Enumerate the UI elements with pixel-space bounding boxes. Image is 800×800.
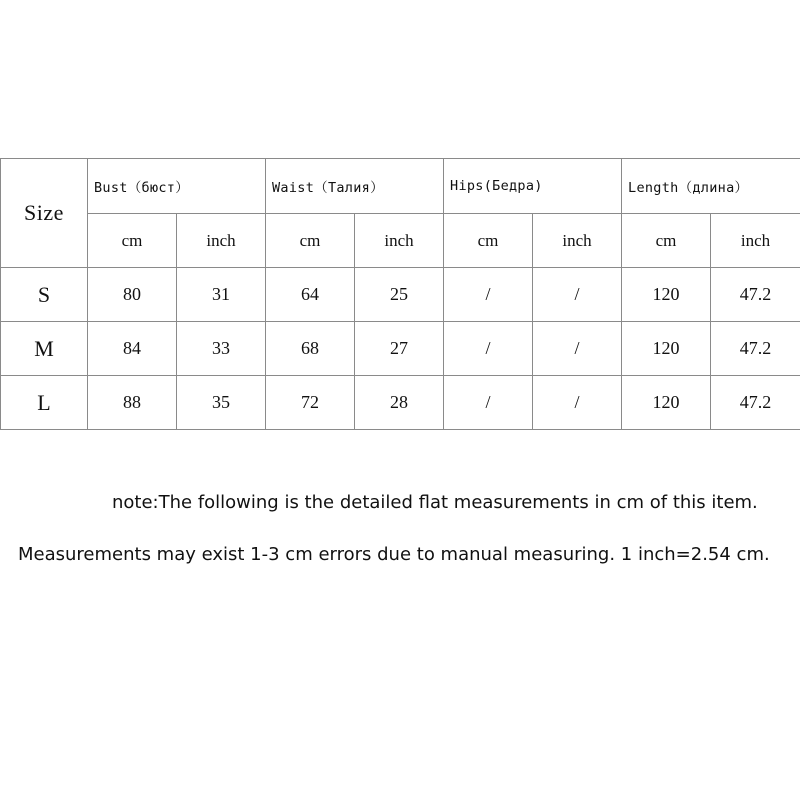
table-cell: 47.2 — [711, 268, 800, 322]
table-row — [1, 322, 800, 376]
table-cell: 120 — [622, 376, 711, 430]
table-cell: / — [444, 376, 533, 430]
table-cell: 25 — [355, 268, 444, 322]
header-row-units — [1, 214, 800, 268]
length-group-header: Length（длина） — [622, 159, 800, 214]
unit-header: cm — [88, 214, 177, 268]
unit-header: inch — [355, 214, 444, 268]
unit-header: inch — [711, 214, 800, 268]
table-cell: 35 — [177, 376, 266, 430]
unit-header: inch — [177, 214, 266, 268]
unit-header: cm — [622, 214, 711, 268]
table-cell: 84 — [88, 322, 177, 376]
bust-group-header: Bust（бюст） — [88, 159, 266, 214]
note-measurement-error: Measurements may exist 1-3 cm errors due to manual measuring. 1 inch=2.54 cm. — [18, 544, 770, 565]
table-cell: 47.2 — [711, 322, 800, 376]
table-cell: 47.2 — [711, 376, 800, 430]
table-cell: / — [533, 376, 622, 430]
note-flat-measurements: note:The following is the detailed flat measurements in cm of this item. — [112, 492, 758, 513]
table-cell: / — [444, 322, 533, 376]
table-cell: 120 — [622, 268, 711, 322]
header-row-groups — [1, 159, 800, 214]
table-cell: 120 — [622, 322, 711, 376]
size-label: M — [1, 322, 88, 376]
table-cell: 80 — [88, 268, 177, 322]
table-cell: 27 — [355, 322, 444, 376]
table-row — [1, 376, 800, 430]
size-label: S — [1, 268, 88, 322]
size-column-header: Size — [1, 159, 88, 268]
table-cell: 68 — [266, 322, 355, 376]
table-cell: 72 — [266, 376, 355, 430]
size-label: L — [1, 376, 88, 430]
waist-group-header: Waist（Талия） — [266, 159, 444, 214]
table-cell: 28 — [355, 376, 444, 430]
table-row — [1, 268, 800, 322]
table-cell: 64 — [266, 268, 355, 322]
table-cell: 88 — [88, 376, 177, 430]
table-cell: / — [444, 268, 533, 322]
table-cell: / — [533, 268, 622, 322]
table-cell: 31 — [177, 268, 266, 322]
size-chart-table — [0, 158, 800, 430]
table-cell: 33 — [177, 322, 266, 376]
hips-group-header: Hips(Бедра) — [444, 159, 622, 214]
unit-header: cm — [266, 214, 355, 268]
unit-header: cm — [444, 214, 533, 268]
unit-header: inch — [533, 214, 622, 268]
table-cell: / — [533, 322, 622, 376]
